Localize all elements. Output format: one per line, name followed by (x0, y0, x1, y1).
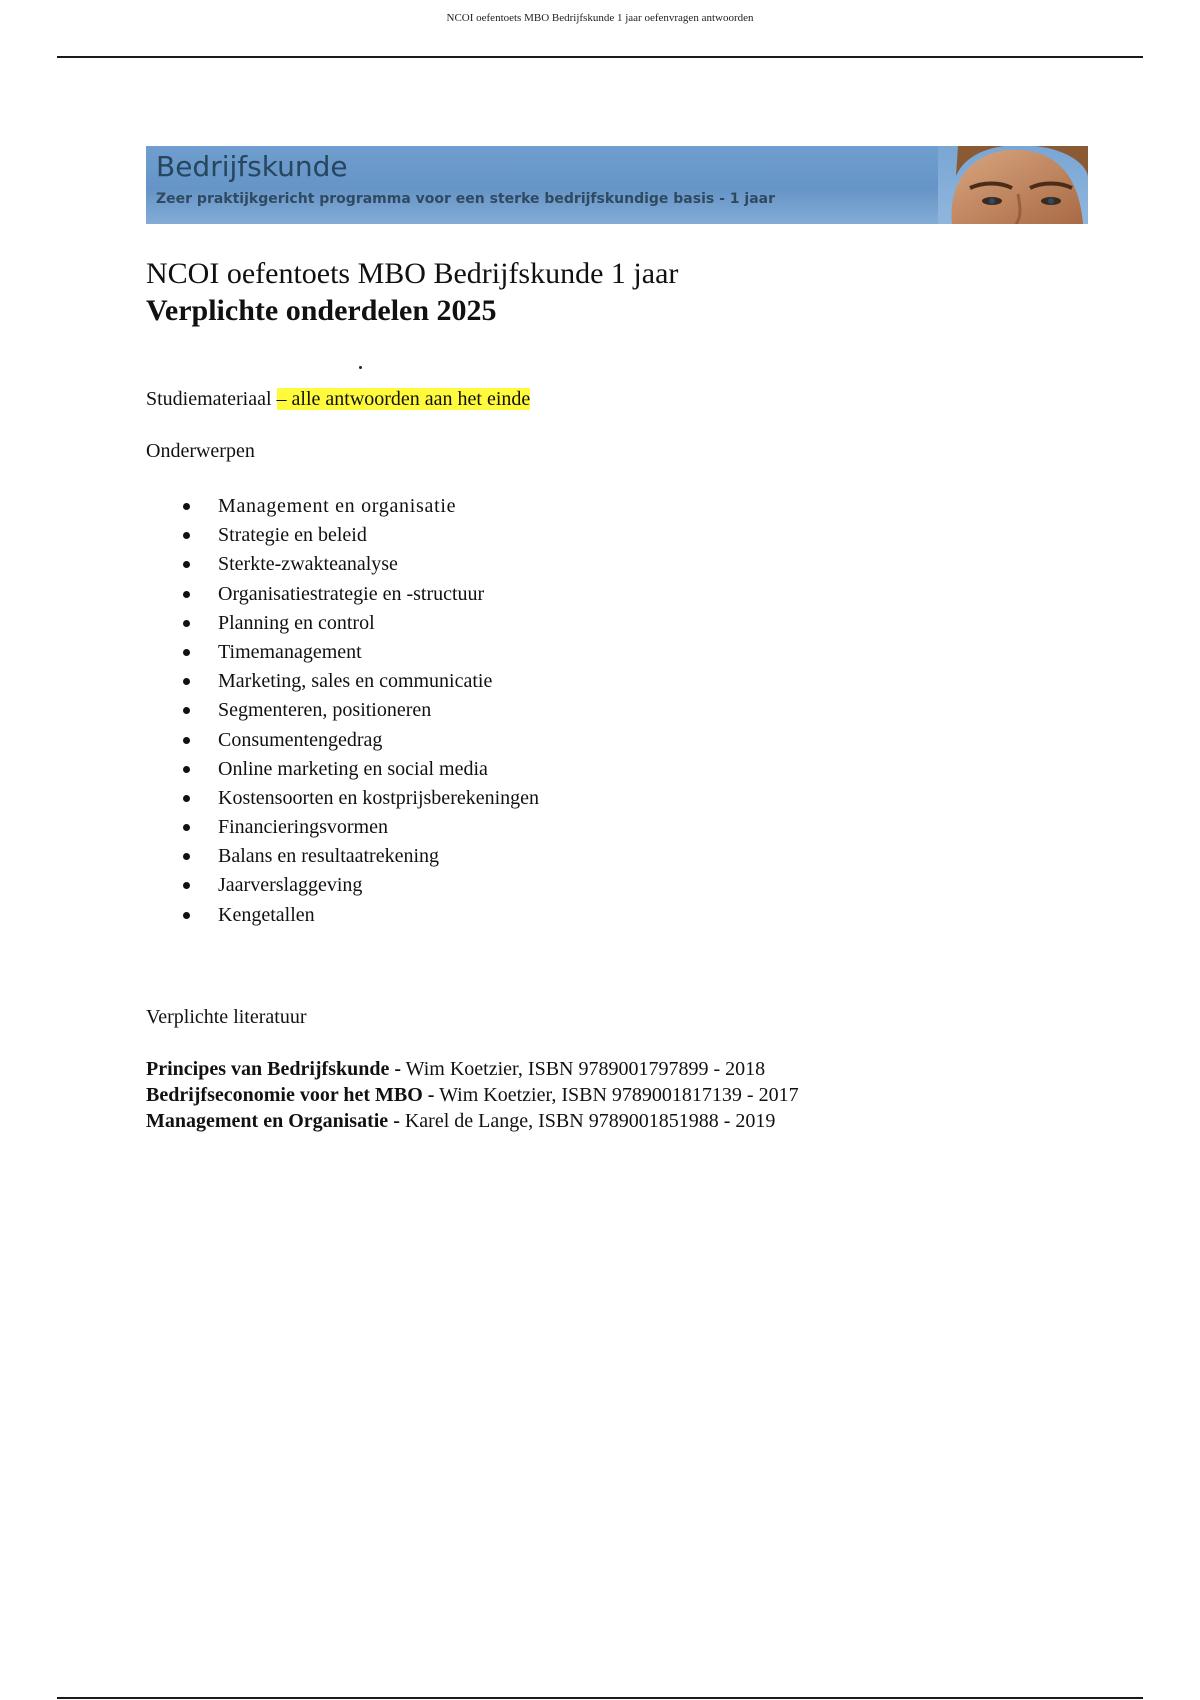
footer-rule (57, 1697, 1143, 1699)
list-item: Online marketing en social media (146, 755, 539, 784)
literature-title: Management en Organisatie - (146, 1110, 400, 1132)
literature-title: Bedrijfseconomie voor het MBO - (146, 1084, 435, 1106)
literature-details: Wim Koetzier, ISBN 9789001817139 - 2017 (434, 1084, 799, 1106)
list-item: Timemanagement (146, 638, 539, 667)
bullet-icon (183, 882, 190, 889)
bullet-icon (183, 912, 190, 919)
bullet-icon (183, 532, 190, 539)
list-item: Jaarverslaggeving (146, 871, 539, 900)
list-item: Management en organisatie (146, 492, 539, 521)
list-item: Organisatiestrategie en -structuur (146, 580, 539, 609)
banner-subtitle: Zeer praktijkgericht programma voor een sterke bedrijfskundige basis - 1 jaar (156, 191, 775, 207)
list-item: Segmenteren, positioneren (146, 696, 539, 725)
bullet-icon (183, 824, 190, 831)
bullet-icon (183, 678, 190, 685)
document-subtitle: Verplichte onderdelen 2025 (146, 294, 497, 327)
literature-list (146, 1056, 799, 1134)
list-item: Marketing, sales en communicatie (146, 667, 539, 696)
list-item: Consumentengedrag (146, 726, 539, 755)
literature-details: Wim Koetzier, ISBN 9789001797899 - 2018 (401, 1058, 766, 1080)
list-item: Sterkte-zwakteanalyse (146, 550, 539, 579)
banner-portrait-photo (938, 146, 1088, 224)
list-item: Balans en resultaatrekening (146, 842, 539, 871)
bullet-icon (183, 737, 190, 744)
bullet-icon (183, 591, 190, 598)
literature-item (146, 1082, 799, 1108)
literature-item (146, 1056, 799, 1082)
document-title: NCOI oefentoets MBO Bedrijfskunde 1 jaar (146, 257, 679, 290)
literature-heading: Verplichte literatuur (146, 1006, 307, 1028)
list-item: Strategie en beleid (146, 521, 539, 550)
header-rule (57, 56, 1143, 58)
course-banner (146, 146, 1088, 224)
bullet-icon (183, 503, 190, 510)
bullet-icon (183, 853, 190, 860)
topics-heading: Onderwerpen (146, 440, 255, 462)
list-item: Financieringsvormen (146, 813, 539, 842)
literature-title: Principes van Bedrijfskunde - (146, 1058, 402, 1080)
banner-title: Bedrijfskunde (156, 150, 348, 183)
bullet-icon (183, 766, 190, 773)
study-material-line (146, 386, 530, 412)
bullet-icon (183, 649, 190, 656)
list-item: Kengetallen (146, 901, 539, 930)
study-material-highlight: – alle antwoorden aan het einde (276, 388, 531, 410)
bullet-icon (183, 561, 190, 568)
list-item: Kostensoorten en kostprijsberekeningen (146, 784, 539, 813)
stray-dot (359, 366, 362, 369)
literature-item (146, 1108, 799, 1134)
list-item: Planning en control (146, 609, 539, 638)
study-material-label: Studiemateriaal (146, 388, 277, 410)
bullet-icon (183, 707, 190, 714)
topics-list (146, 492, 539, 930)
bullet-icon (183, 795, 190, 802)
bullet-icon (183, 620, 190, 627)
literature-details: Karel de Lange, ISBN 9789001851988 - 2019 (399, 1110, 776, 1132)
running-header: NCOI oefentoets MBO Bedrijfskunde 1 jaar oefenvragen antwoorden (446, 12, 754, 24)
